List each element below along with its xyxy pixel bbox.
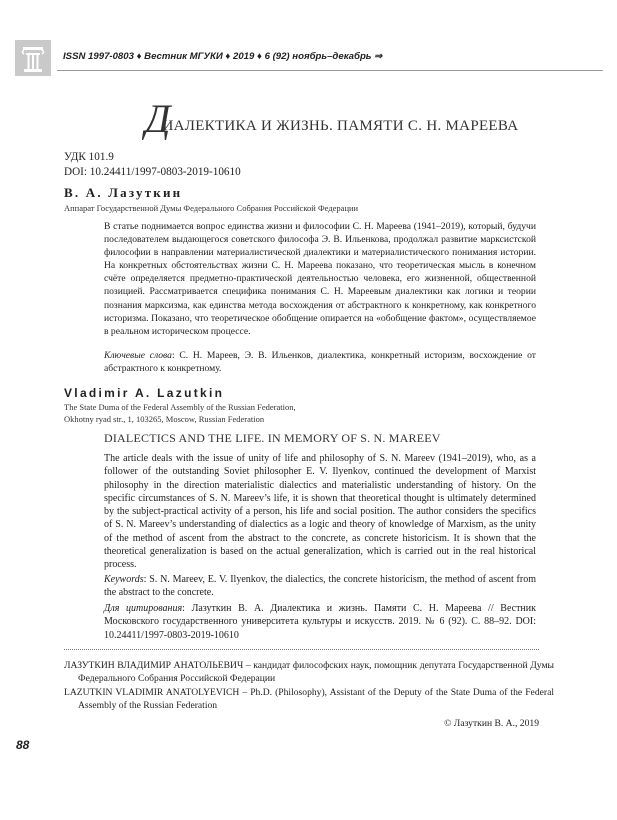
citation-label: Для цитирования bbox=[104, 603, 183, 614]
citation bbox=[104, 602, 536, 642]
header-divider bbox=[57, 70, 603, 71]
author-affiliation-en-line1: The State Duma of the Federal Assembly of the Russian Federation, bbox=[64, 402, 296, 412]
title-initial-letter: Д bbox=[145, 96, 169, 141]
page-number: 88 bbox=[16, 738, 30, 752]
article-title-ru bbox=[145, 96, 524, 143]
doi: DOI: 10.24411/1997-0803-2019-10610 bbox=[64, 166, 241, 178]
keywords-ru-text: : С. Н. Мареев, Э. В. Ильенков, диалектика, конкретный историзм, восхождение от абстрактного к конкретному. bbox=[104, 350, 536, 375]
footer-divider bbox=[64, 649, 539, 650]
article-title-en: DIALECTICS AND THE LIFE. IN MEMORY OF S. N. MAREEV bbox=[104, 431, 441, 445]
author-name-ru: В. А. Лазуткин bbox=[64, 185, 183, 200]
keywords-en-label: Keywords bbox=[104, 574, 144, 585]
author-affiliation-en-line2: Okhotny ryad str., 1, 103265, Moscow, Russian Federation bbox=[64, 414, 265, 424]
author-name-en: Vladimir A. Lazutkin bbox=[64, 386, 225, 400]
keywords-ru-label: Ключевые слова bbox=[104, 350, 172, 361]
abstract-ru: В статье поднимается вопрос единства жизни и философии С. Н. Мареева (1941–2019), который, будучи последователем выдающегося советского философа Э. В. Ильенкова, продолжал развитие марксистской философии в направлении материалистической диалектики и материалистического понимания истории. На конкретных обстоятельствах жизни С. Н. Мареева показано, что теоретическая мысль в конечном счёте определяется предметно-практической деятельностью человека, его жизненной, общественной позицией. Рассматривается специфика понимания С. Н. Мареевым диалектики как логики и теории познания марксизма, как единства метода восхождения от абстрактного к конкретному, как конкретного историзма. Показано, что теоретическое обобщение опирается на «обобщение фактом», осуществляемое в реальном историческом процессе. bbox=[104, 221, 536, 337]
author-bio-ru: ЛАЗУТКИН ВЛАДИМИР АНАТОЛЬЕВИЧ – кандидат философских наук, помощник депутата Государственной Думы Федерального Собрания Российской Федерации bbox=[64, 660, 554, 684]
keywords-ru bbox=[104, 349, 536, 375]
keywords-en bbox=[104, 573, 536, 600]
running-header bbox=[15, 40, 603, 80]
citation-text: : Лазуткин В. А. Диалектика и жизнь. Памяти С. Н. Мареева // Вестник Московского государственного университета культуры и искусств. 2019. № 6 (92). С. 88–92. DOI: 10.24411/1997-0803-2019-10610 bbox=[104, 603, 536, 641]
author-bio-en: LAZUTKIN VLADIMIR ANATOLYEVICH – Ph.D. (Philosophy), Assistant of the Deputy of the State Duma of the Federal Assembly of the Russian Federation bbox=[64, 687, 554, 711]
udk-code: УДК 101.9 bbox=[64, 151, 114, 163]
author-affiliation-ru: Аппарат Государственной Думы Федерального Собрания Российской Федерации bbox=[64, 203, 359, 213]
abstract-en: The article deals with the issue of unity of life and philosophy of S. N. Mareev (1941–2019), who, as a follower of the outstanding Soviet philosopher E. V. Ilyenkov, continued the development of Marxist philosophy in the direction materialistic dialectics and materialistic understanding of history. On the specific circumstances of S. N. Mareev’s life, it is shown that theoretical thought is ultimately determined by the subject-practical activity of a person, his life and social position. The author considers the specifics of S. N. Mareev’s understanding of dialectics as a logic and theory of knowledge of Marxism, as the unity of the method of ascent from the abstract to the concrete, as concrete historicism. It is shown that the theoretical generalization is based on the actual generalization, which is carried out in the real historical process. bbox=[104, 453, 536, 571]
column-logo-icon bbox=[15, 40, 51, 76]
copyright-notice: © Лазуткин В. А., 2019 bbox=[444, 718, 539, 729]
journal-header-text: ISSN 1997-0803 ♦ Вестник МГУКИ ♦ 2019 ♦ 6 (92) ноябрь–декабрь ⇒ bbox=[63, 51, 383, 62]
keywords-en-text: : S. N. Mareev, E. V. Ilyenkov, the dialectics, the concrete historicism, the method of ascent from the abstract to the concrete. bbox=[104, 574, 536, 599]
title-rest: ИАЛЕКТИКА И ЖИЗНЬ. ПАМЯТИ С. Н. МАРЕЕВА bbox=[162, 118, 519, 134]
